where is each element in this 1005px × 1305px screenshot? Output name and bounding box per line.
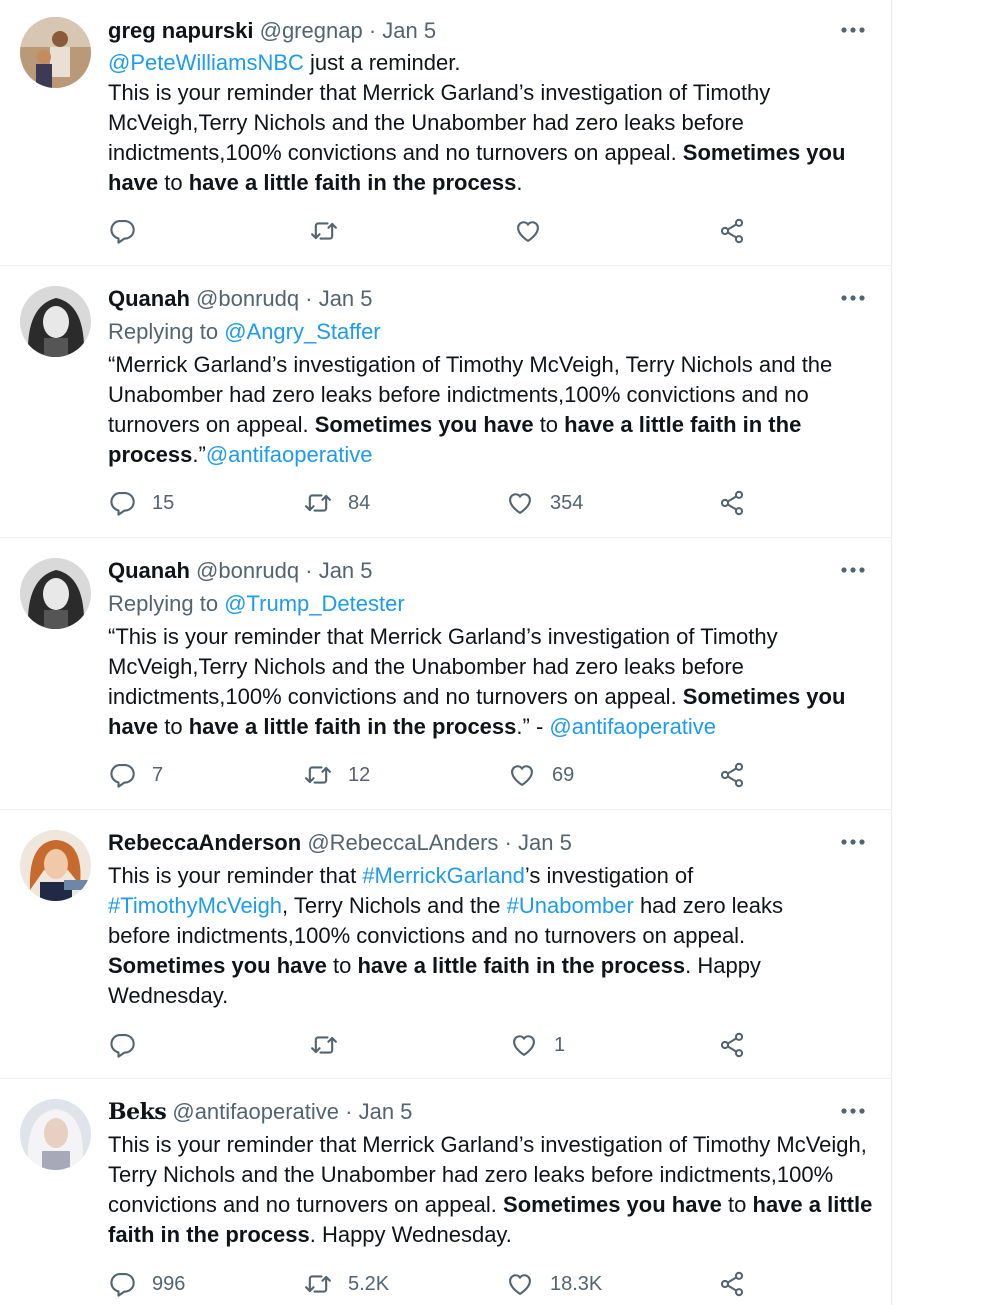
- reply-button[interactable]: [108, 1028, 152, 1062]
- user-handle[interactable]: @antifaoperative: [172, 1099, 340, 1124]
- share-button[interactable]: [718, 214, 746, 248]
- hashtag-link[interactable]: #Unabomber: [506, 893, 634, 918]
- tweet-actions: [0, 758, 891, 792]
- retweet-icon: [304, 1270, 332, 1298]
- heart-icon: [506, 1270, 534, 1298]
- replying-to-link[interactable]: @Angry_Staffer: [224, 319, 381, 344]
- retweet-button[interactable]: [310, 214, 354, 248]
- hashtag-link[interactable]: #MerrickGarland: [362, 863, 525, 888]
- replying-to-link[interactable]: @Trump_Detester: [224, 591, 405, 616]
- like-button[interactable]: [506, 486, 583, 520]
- share-button[interactable]: [718, 486, 746, 520]
- tweet-header: [108, 828, 572, 858]
- like-count: 354: [550, 491, 584, 514]
- more-icon: [840, 838, 866, 846]
- separator-dot: ·: [504, 830, 512, 855]
- user-handle[interactable]: @bonrudq: [196, 558, 300, 583]
- reply-button[interactable]: [108, 1267, 185, 1301]
- mention-link[interactable]: @antifaoperative: [205, 442, 373, 467]
- like-count: 69: [552, 763, 575, 786]
- tweet[interactable]: [0, 810, 891, 1078]
- separator-dot: ·: [368, 18, 377, 43]
- share-icon: [718, 761, 746, 789]
- display-name[interactable]: RebeccaAnderson: [108, 830, 302, 855]
- replying-to: Replying to @Angry_Staffer: [108, 319, 381, 344]
- retweet-icon: [310, 1031, 338, 1059]
- like-button[interactable]: [510, 1028, 565, 1062]
- separator-dot: ·: [305, 286, 313, 311]
- retweet-count: 5.2K: [348, 1272, 390, 1295]
- timestamp[interactable]: Jan 5: [382, 18, 437, 43]
- avatar[interactable]: [20, 1099, 91, 1170]
- more-icon: [840, 1107, 866, 1115]
- more-icon: [840, 294, 866, 302]
- retweet-button[interactable]: [310, 1028, 354, 1062]
- reply-count: 7: [152, 763, 164, 786]
- user-handle[interactable]: @gregnap: [259, 18, 363, 43]
- more-options-button[interactable]: [838, 1101, 868, 1121]
- retweet-button[interactable]: [304, 758, 370, 792]
- hashtag-link[interactable]: #TimothyMcVeigh: [108, 893, 283, 918]
- tweet-text: “Merrick Garland’s investigation of Timothy McVeigh, Terry Nichols and the Unabomber had zero leaks before indictments,100% convictions and no turnovers on appeal. Sometimes you have to have a little faith in the process.”@antifaoperative: [108, 352, 833, 467]
- share-icon: [718, 217, 746, 245]
- tweet-header: [108, 284, 373, 314]
- reply-count: 996: [152, 1272, 186, 1295]
- display-name[interactable]: Quanah: [108, 286, 190, 311]
- tweet-text: This is your reminder that #MerrickGarland’s investigation of #TimothyMcVeigh, Terry Nichols and the #Unabomber had zero leaks before indictments,100% convictions and no turnovers on appeal. Sometimes you have to have a little faith in the process. Happy Wednesday.: [108, 863, 784, 1008]
- tweet-actions: [0, 1028, 891, 1062]
- timestamp[interactable]: Jan 5: [318, 286, 373, 311]
- reply-icon: [108, 761, 136, 789]
- timestamp[interactable]: Jan 5: [358, 1099, 413, 1124]
- mention-link[interactable]: @antifaoperative: [549, 714, 717, 739]
- share-button[interactable]: [718, 758, 746, 792]
- reply-button[interactable]: [108, 486, 174, 520]
- more-icon: [840, 26, 866, 34]
- timestamp[interactable]: Jan 5: [518, 830, 572, 855]
- reply-button[interactable]: [108, 214, 152, 248]
- more-options-button[interactable]: [838, 288, 868, 308]
- tweet-header: [108, 16, 436, 46]
- avatar[interactable]: [20, 17, 91, 88]
- user-handle[interactable]: @bonrudq: [196, 286, 300, 311]
- reply-count: 15: [152, 491, 175, 514]
- avatar[interactable]: [20, 830, 91, 901]
- display-name[interactable]: greg napurski: [108, 18, 254, 43]
- like-button[interactable]: [508, 758, 574, 792]
- share-icon: [718, 489, 746, 517]
- tweet-actions: [0, 1267, 891, 1301]
- heart-icon: [506, 489, 534, 517]
- reply-icon: [108, 1270, 136, 1298]
- reply-button[interactable]: [108, 758, 163, 792]
- share-button[interactable]: [718, 1028, 746, 1062]
- more-options-button[interactable]: [838, 20, 868, 40]
- tweet[interactable]: [0, 0, 891, 265]
- like-count: 18.3K: [550, 1272, 603, 1295]
- mention-link[interactable]: @PeteWilliamsNBC: [108, 50, 304, 75]
- retweet-icon: [304, 489, 332, 517]
- avatar[interactable]: [20, 286, 91, 357]
- replying-to: Replying to @Trump_Detester: [108, 591, 405, 616]
- tweet[interactable]: [0, 1079, 891, 1305]
- retweet-button[interactable]: [304, 1267, 389, 1301]
- retweet-icon: [310, 217, 338, 245]
- heart-icon: [514, 217, 542, 245]
- tweet-text: @PeteWilliamsNBC just a reminder. This is your reminder that Merrick Garland’s investigation of Timothy McVeigh,Terry Nichols and the Unabomber had zero leaks before indictments,100% convictions and no turnovers on appeal. Sometimes you have to have a little faith in the process.: [108, 50, 846, 195]
- display-name[interactable]: Beks: [108, 1099, 167, 1125]
- retweet-count: 84: [348, 491, 371, 514]
- heart-icon: [508, 761, 536, 789]
- display-name[interactable]: Quanah: [108, 558, 190, 583]
- more-options-button[interactable]: [838, 560, 868, 580]
- retweet-button[interactable]: [304, 486, 370, 520]
- separator-dot: ·: [345, 1099, 353, 1124]
- tweet-header: [108, 556, 373, 586]
- like-button[interactable]: [514, 214, 558, 248]
- user-handle[interactable]: @RebeccaLAnders: [307, 830, 499, 855]
- tweet[interactable]: [0, 266, 891, 537]
- separator-dot: ·: [305, 558, 313, 583]
- like-button[interactable]: [506, 1267, 602, 1301]
- tweet-text: “This is your reminder that Merrick Garland’s investigation of Timothy McVeigh,Terry Nichols and the Unabomber had zero leaks before indictments,100% convictions and no turnovers on appeal. Sometimes you have to have a little faith in the process.” - @antifaoperative: [108, 624, 846, 739]
- reply-icon: [108, 1031, 136, 1059]
- share-button[interactable]: [718, 1267, 746, 1301]
- more-options-button[interactable]: [838, 832, 868, 852]
- tweet[interactable]: [0, 538, 891, 809]
- reply-icon: [108, 217, 136, 245]
- heart-icon: [510, 1031, 538, 1059]
- like-count: 1: [554, 1033, 566, 1056]
- tweet-actions: [0, 486, 891, 520]
- more-icon: [840, 566, 866, 574]
- share-icon: [718, 1031, 746, 1059]
- tweet-actions: [0, 214, 891, 248]
- retweet-icon: [304, 761, 332, 789]
- retweet-count: 12: [348, 763, 371, 786]
- tweet-text: This is your reminder that Merrick Garland’s investigation of Timothy McVeigh, Terry Nichols and the Unabomber had zero leaks before indictments,100% convictions and no turnovers on appeal. Sometimes you have to have a little faith in the process. Happy Wednesday.: [108, 1132, 873, 1247]
- tweet-header: [108, 1097, 412, 1127]
- reply-icon: [108, 489, 136, 517]
- avatar[interactable]: [20, 558, 91, 629]
- share-icon: [718, 1270, 746, 1298]
- timestamp[interactable]: Jan 5: [318, 558, 373, 583]
